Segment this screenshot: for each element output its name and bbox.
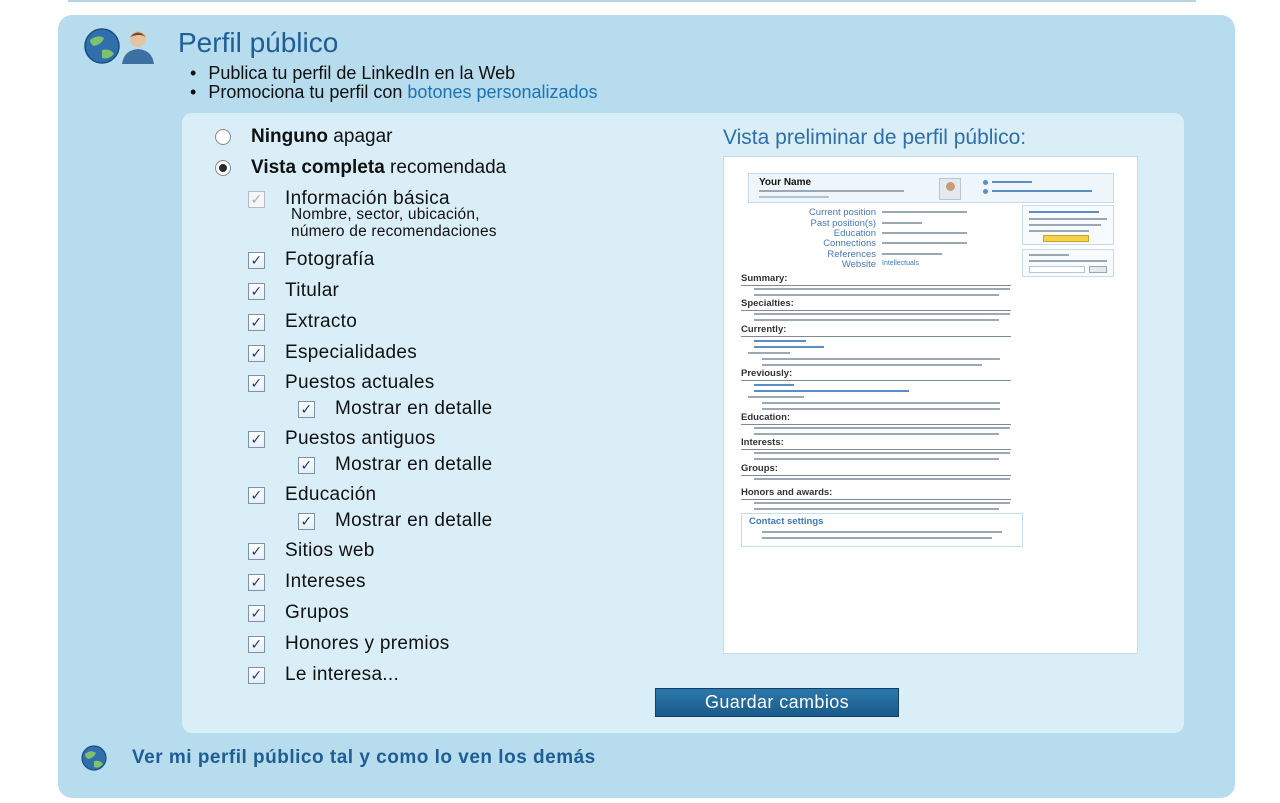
field-headline[interactable]: ✓ Titular xyxy=(248,280,339,302)
checkbox-current-positions[interactable]: ✓ xyxy=(248,375,265,392)
preview-interests-heading: Interests: xyxy=(741,437,784,448)
preview-education-heading: Education: xyxy=(741,412,791,423)
field-summary[interactable]: ✓ Extracto xyxy=(248,311,357,333)
field-specialties[interactable]: ✓ Especialidades xyxy=(248,342,417,364)
checkbox-groups[interactable]: ✓ xyxy=(248,605,265,622)
preview-summary-heading: Summary: xyxy=(741,273,788,284)
checkbox-past-positions[interactable]: ✓ xyxy=(248,431,265,448)
field-education[interactable]: ✓ Educación xyxy=(248,484,376,506)
view-public-profile-link[interactable]: Ver mi perfil público tal y como lo ven los demás xyxy=(132,747,596,768)
preview-photo xyxy=(939,178,961,200)
field-honors[interactable]: ✓ Honores y premios xyxy=(248,633,450,655)
custom-buttons-link[interactable]: botones personalizados xyxy=(407,82,598,102)
footer xyxy=(80,745,596,771)
bullet-promote: • Promociona tu perfil con botones personalizados xyxy=(190,83,598,102)
checkbox-current-detail[interactable]: ✓ xyxy=(298,401,315,418)
radio-none[interactable] xyxy=(215,129,231,145)
field-websites[interactable]: ✓ Sitios web xyxy=(248,540,375,562)
checkbox-education-detail[interactable]: ✓ xyxy=(298,513,315,530)
checkbox-interests[interactable]: ✓ xyxy=(248,574,265,591)
field-interests[interactable]: ✓ Intereses xyxy=(248,571,366,593)
bullet-publish: • Publica tu perfil de LinkedIn en la Web xyxy=(190,64,598,83)
preview-honors-heading: Honors and awards: xyxy=(741,487,833,498)
checkbox-education[interactable]: ✓ xyxy=(248,487,265,504)
checkbox-headline[interactable]: ✓ xyxy=(248,283,265,300)
preview-sidebar-search xyxy=(1022,249,1114,277)
preview-sidebar-box xyxy=(1022,205,1114,245)
intro-bullets xyxy=(190,64,598,102)
preview-contact-settings: Contact settings xyxy=(741,513,1023,547)
top-divider xyxy=(68,0,1196,2)
preview-header xyxy=(748,173,1114,203)
preview-title: Vista preliminar de perfil público: xyxy=(723,126,1027,149)
preview-previously-heading: Previously: xyxy=(741,368,793,379)
field-past-positions[interactable]: ✓ Puestos antiguos xyxy=(248,428,436,450)
preview-name: Your Name xyxy=(759,177,812,188)
preview-groups-heading: Groups: xyxy=(741,463,778,474)
checkbox-specialties[interactable]: ✓ xyxy=(248,345,265,362)
checkbox-past-detail[interactable]: ✓ xyxy=(298,457,315,474)
option-none[interactable]: Ninguno apagar xyxy=(215,126,392,148)
preview-currently-heading: Currently: xyxy=(741,324,787,335)
public-profile-globe-person-icon xyxy=(80,26,166,66)
field-current-detail[interactable]: ✓ Mostrar en detalle xyxy=(298,398,492,420)
checkbox-basic-info: ✓ xyxy=(248,191,265,208)
field-education-detail[interactable]: ✓ Mostrar en detalle xyxy=(298,510,492,532)
preview-specialties-heading: Specialties: xyxy=(741,298,794,309)
page-title: Perfil público xyxy=(178,27,339,58)
checkbox-interested-in[interactable]: ✓ xyxy=(248,667,265,684)
field-photo[interactable]: ✓ Fotografía xyxy=(248,249,375,271)
checkbox-honors[interactable]: ✓ xyxy=(248,636,265,653)
save-changes-button[interactable]: Guardar cambios xyxy=(655,688,899,717)
basic-info-desc-2: número de recomendaciones xyxy=(291,223,497,240)
checkbox-websites[interactable]: ✓ xyxy=(248,543,265,560)
basic-info-desc-1: Nombre, sector, ubicación, xyxy=(291,206,480,223)
radio-full-view[interactable] xyxy=(215,160,231,176)
option-full-view[interactable]: Vista completa recomendada xyxy=(215,157,506,179)
field-current-positions[interactable]: ✓ Puestos actuales xyxy=(248,372,435,394)
checkbox-summary[interactable]: ✓ xyxy=(248,314,265,331)
checkbox-photo[interactable]: ✓ xyxy=(248,252,265,269)
public-profile-preview: Your Name Current position Past position(s) Education Connections References Website Intellectuals Summary: Specialties: Currently: Previously: Education: Interests: Groups: Honors and awards: Contact settings xyxy=(723,156,1138,654)
label-basic-info: Información básica xyxy=(285,188,450,209)
field-past-detail[interactable]: ✓ Mostrar en detalle xyxy=(298,454,492,476)
field-groups[interactable]: ✓ Grupos xyxy=(248,602,349,624)
field-interested-in[interactable]: ✓ Le interesa... xyxy=(248,664,399,686)
globe-icon xyxy=(80,745,118,771)
